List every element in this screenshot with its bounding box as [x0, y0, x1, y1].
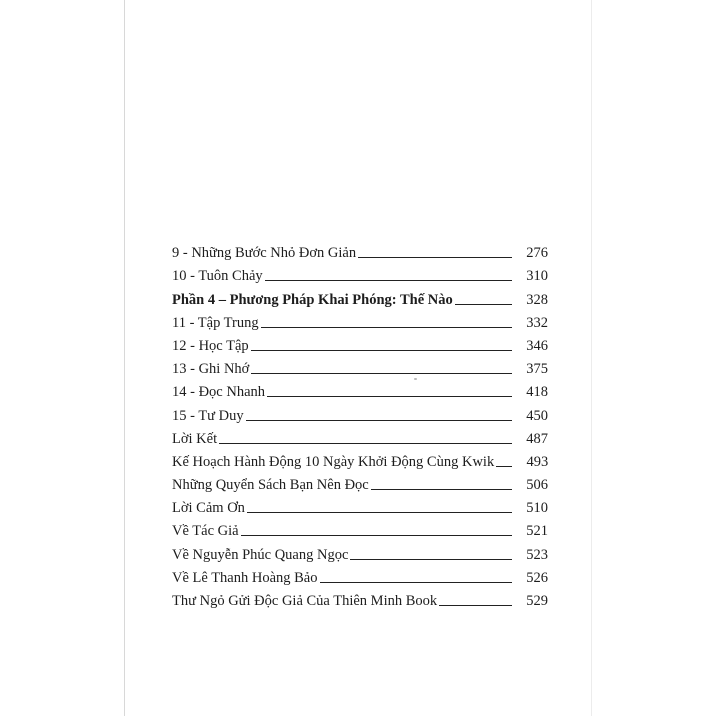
toc-leader-line [261, 327, 512, 328]
toc-entry [172, 262, 548, 285]
page-edge-right [591, 0, 592, 716]
toc-entry [172, 448, 548, 471]
toc-entry-title: Về Nguyễn Phúc Quang Ngọc [172, 546, 349, 563]
toc-entry-title: Phần 4 – Phương Pháp Khai Phóng: Thế Nào [172, 291, 453, 308]
toc-leader-line [247, 512, 512, 513]
toc-entry [172, 378, 548, 401]
toc-leader-line [219, 443, 512, 444]
toc-entry-page: 332 [526, 314, 548, 331]
toc-entry-page: 493 [526, 453, 549, 470]
toc-entry [172, 517, 548, 540]
toc-entry-title: 13 - Ghi Nhớ [172, 361, 250, 378]
toc-entry-title: Về Lê Thanh Hoàng Bảo [172, 569, 318, 586]
toc-entry-title: Lời Kết [172, 430, 218, 447]
toc-leader-line [267, 396, 512, 397]
toc-entry-title: Những Quyển Sách Bạn Nên Đọc [172, 477, 369, 494]
toc-entry [172, 540, 548, 563]
toc-section-heading [172, 285, 548, 308]
toc-entry-title: Về Tác Giả [172, 523, 239, 540]
toc-leader-line [241, 535, 512, 536]
toc-entry [172, 564, 548, 587]
page-edge-left [124, 0, 125, 716]
toc-entry-page: 328 [526, 291, 548, 308]
toc-entry [172, 332, 548, 355]
toc-entry-title: Lời Cảm Ơn [172, 500, 245, 517]
toc-entry-page: 276 [526, 245, 548, 262]
toc-leader-line [320, 582, 513, 583]
table-of-contents [172, 239, 548, 610]
toc-leader-line [371, 489, 512, 490]
toc-entry-page: 529 [526, 593, 548, 609]
toc-entry-page: 526 [526, 569, 548, 586]
toc-leader-line [265, 280, 512, 281]
toc-entry-page: 375 [526, 361, 548, 378]
toc-entry-title: 14 - Đọc Nhanh [172, 384, 266, 401]
toc-entry-page: 523 [526, 546, 548, 563]
toc-entry-title: 11 - Tập Trung [172, 314, 259, 331]
toc-entry-title: 15 - Tư Duy [172, 407, 244, 424]
toc-entry-page: 506 [526, 477, 548, 494]
toc-leader-line [251, 350, 512, 351]
toc-entry [172, 309, 548, 332]
toc-leader-line [350, 559, 512, 560]
toc-entry-title: Thư Ngỏ Gửi Độc Giả Của Thiên Minh Book [172, 593, 438, 609]
toc-entry-page: 521 [526, 523, 548, 540]
toc-entry [172, 587, 548, 610]
toc-entry-title: Kế Hoạch Hành Động 10 Ngày Khởi Động Cùng Kwik [172, 453, 495, 470]
toc-leader-line [455, 304, 512, 305]
toc-entry-page: 418 [526, 384, 548, 401]
toc-entry-title: 12 - Học Tập [172, 337, 249, 354]
toc-entry [172, 425, 548, 448]
toc-entry-page: 346 [526, 337, 548, 354]
toc-entry [172, 239, 548, 262]
toc-leader-line [246, 420, 512, 421]
toc-entry-page: 487 [526, 430, 548, 447]
toc-entry [172, 401, 548, 424]
toc-leader-line [496, 466, 512, 467]
toc-entry-page: 450 [526, 407, 548, 424]
toc-entry-page: 310 [526, 268, 548, 285]
toc-entry-title: 9 - Những Bước Nhỏ Đơn Giản [172, 245, 357, 262]
toc-entry-page: 510 [526, 500, 548, 517]
toc-leader-line [439, 605, 512, 606]
toc-entry-title: 10 - Tuôn Chảy [172, 268, 263, 285]
toc-leader-line [251, 373, 512, 374]
toc-entry [172, 471, 548, 494]
toc-leader-line [358, 257, 512, 258]
toc-entry [172, 494, 548, 517]
toc-entry [172, 355, 548, 378]
